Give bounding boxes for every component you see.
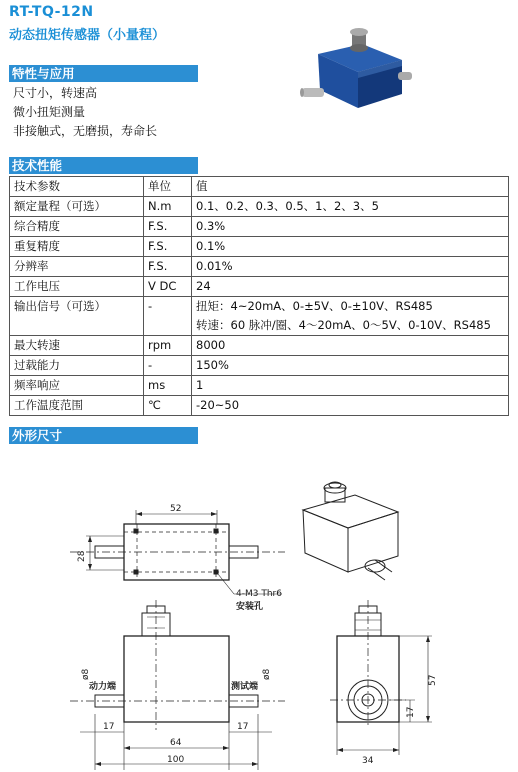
- dim-64: 64: [170, 738, 182, 748]
- table-row: [10, 277, 509, 297]
- param-cell: 工作温度范围: [10, 396, 144, 416]
- param-cell: 分辨率: [10, 257, 144, 277]
- value-cell: 1: [192, 376, 509, 396]
- table-header-row: [10, 177, 509, 197]
- dim-phi8-left: ø8: [81, 668, 91, 680]
- param-cell: 工作电压: [10, 277, 144, 297]
- dim-17-side: 17: [406, 706, 416, 718]
- dim-52: 52: [170, 504, 182, 514]
- unit-cell: -: [144, 356, 192, 376]
- table-row: [10, 237, 509, 257]
- product-photo: [300, 22, 425, 117]
- iso-view: [303, 482, 398, 580]
- param-cell: 重复精度: [10, 237, 144, 257]
- value-cell: 0.1、0.2、0.3、0.5、1、2、3、5: [192, 197, 509, 217]
- value-cell: 0.3%: [192, 217, 509, 237]
- dim-17-left: 17: [103, 722, 115, 732]
- dim-100: 100: [167, 755, 185, 765]
- table-row: [10, 297, 509, 336]
- feature-item: 微小扭矩测量: [13, 105, 86, 119]
- holes-label: 4-M3 Thr6: [236, 589, 282, 599]
- value-cell: 0.01%: [192, 257, 509, 277]
- param-cell: 最大转速: [10, 336, 144, 356]
- output-speed: 转速：60 脉冲/圈、4～20mA、0～5V、0-10V、RS485: [196, 318, 491, 332]
- test-end-label: 测试端: [231, 682, 259, 692]
- value-cell: 150%: [192, 356, 509, 376]
- value-cell: 8000: [192, 336, 509, 356]
- mount-label: 安装孔: [236, 602, 264, 612]
- table-row: [10, 336, 509, 356]
- dim-phi8-right: ø8: [262, 668, 272, 680]
- top-view: [70, 510, 285, 594]
- dim-57: 57: [428, 674, 438, 686]
- value-cell: 0.1%: [192, 237, 509, 257]
- table-row: [10, 197, 509, 217]
- output-torque: 扭矩：4~20mA、0-±5V、0-±10V、RS485: [196, 299, 433, 313]
- unit-cell: ms: [144, 376, 192, 396]
- unit-cell: -: [144, 297, 192, 336]
- dimension-drawing: [0, 470, 518, 772]
- dim-34: 34: [362, 756, 374, 766]
- param-cell: 额定量程（可选）: [10, 197, 144, 217]
- dimensions-heading: 外形尺寸: [9, 427, 198, 444]
- unit-cell: F.S.: [144, 257, 192, 277]
- product-name: 动态扭矩传感器（小量程）: [9, 28, 166, 43]
- drive-end-label: 动力端: [89, 682, 117, 692]
- table-row: [10, 396, 509, 416]
- param-cell: 过载能力: [10, 356, 144, 376]
- header-cell: 单位: [144, 177, 192, 197]
- unit-cell: rpm: [144, 336, 192, 356]
- param-cell: 综合精度: [10, 217, 144, 237]
- feature-item: 尺寸小，转速高: [13, 86, 98, 100]
- param-cell: 频率响应: [10, 376, 144, 396]
- feature-item: 非接触式，无磨损，寿命长: [13, 124, 158, 138]
- unit-cell: F.S.: [144, 217, 192, 237]
- side-view: [330, 600, 432, 755]
- dim-17-right: 17: [237, 722, 249, 732]
- param-cell: 输出信号（可选）: [10, 297, 144, 336]
- dim-28: 28: [77, 550, 87, 562]
- model-title: RT-TQ-12N: [9, 4, 94, 20]
- value-cell: [192, 297, 509, 336]
- specs-table: [9, 176, 509, 416]
- unit-cell: ℃: [144, 396, 192, 416]
- table-row: [10, 376, 509, 396]
- header-cell: 值: [192, 177, 509, 197]
- features-heading: 特性与应用: [9, 65, 198, 82]
- table-row: [10, 217, 509, 237]
- unit-cell: N.m: [144, 197, 192, 217]
- unit-cell: F.S.: [144, 237, 192, 257]
- value-cell: 24: [192, 277, 509, 297]
- header-cell: 技术参数: [10, 177, 144, 197]
- table-row: [10, 356, 509, 376]
- unit-cell: V DC: [144, 277, 192, 297]
- table-row: [10, 257, 509, 277]
- value-cell: -20~50: [192, 396, 509, 416]
- specs-heading: 技术性能: [9, 157, 198, 174]
